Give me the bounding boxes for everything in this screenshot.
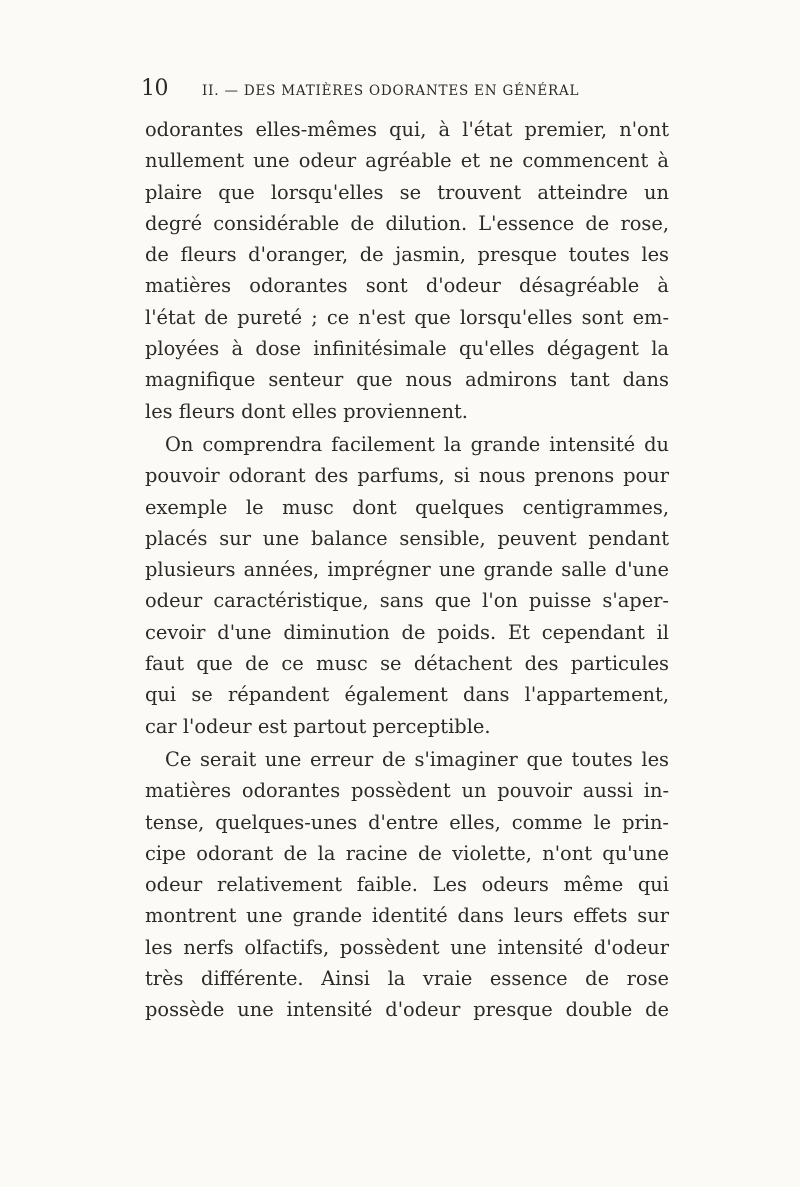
text-line: exemple le musc dont quelques centigrammes, (145, 495, 669, 519)
paragraph (145, 114, 669, 427)
text-line: l'état de pureté ; ce n'est que lorsqu'elles sont em- (145, 305, 669, 329)
text-line: nullement une odeur agréable et ne commencent à (145, 149, 669, 173)
text-line: On comprendra facilement la grande intensité du (165, 432, 669, 456)
text-line: Ce serait une erreur de s'imaginer que toutes les (165, 747, 669, 771)
text-line: possède une intensité d'odeur presque double de (145, 998, 669, 1022)
text-line: faut que de ce musc se détachent des particules (145, 652, 669, 676)
page-header (141, 76, 661, 106)
text-line: matières odorantes possèdent un pouvoir aussi in- (145, 779, 669, 803)
text-line: car l'odeur est partout perceptible. (145, 714, 491, 738)
text-line: cipe odorant de la racine de violette, n'ont qu'une (145, 841, 669, 865)
text-line: qui se répandent également dans l'appartement, (145, 683, 669, 707)
text-line: placés sur une balance sensible, peuvent pendant (145, 526, 669, 550)
text-line: degré considérable de dilution. L'essence de rose, (145, 211, 669, 235)
paragraph (145, 429, 669, 742)
text-line: cevoir d'une diminution de poids. Et cependant il (145, 620, 669, 644)
text-line: très différente. Ainsi la vraie essence de rose (145, 967, 669, 991)
text-line: matières odorantes sont d'odeur désagréable à (145, 274, 669, 298)
text-line: les nerfs olfactifs, possèdent une intensité d'odeur (145, 935, 669, 959)
text-line: magnifique senteur que nous admirons tant dans (145, 368, 669, 392)
text-line: odeur caractéristique, sans que l'on puisse s'aper- (145, 589, 669, 613)
paragraph (145, 744, 669, 1026)
text-line: ployées à dose infinitésimale qu'elles dégagent la (145, 337, 669, 361)
text-line: tense, quelques-unes d'entre elles, comme le prin- (145, 810, 669, 834)
running-head: II. — DES MATIÈRES ODORANTES EN GÉNÉRAL (202, 83, 580, 99)
text-line: odorantes elles-mêmes qui, à l'état premier, n'ont (145, 118, 669, 141)
text-line: plaire que lorsqu'elles se trouvent atteindre un (145, 180, 669, 204)
text-line: plusieurs années, imprégner une grande salle d'une (145, 558, 669, 582)
text-line: les fleurs dont elles proviennent. (145, 399, 468, 423)
page-number: 10 (141, 76, 168, 101)
text-line: odeur relativement faible. Les odeurs même qui (145, 873, 669, 897)
text-line: pouvoir odorant des parfums, si nous prenons pour (145, 464, 669, 488)
text-line: montrent une grande identité dans leurs effets sur (145, 904, 669, 928)
body-text (145, 114, 669, 1026)
text-line: de fleurs d'oranger, de jasmin, presque toutes les (145, 243, 669, 267)
